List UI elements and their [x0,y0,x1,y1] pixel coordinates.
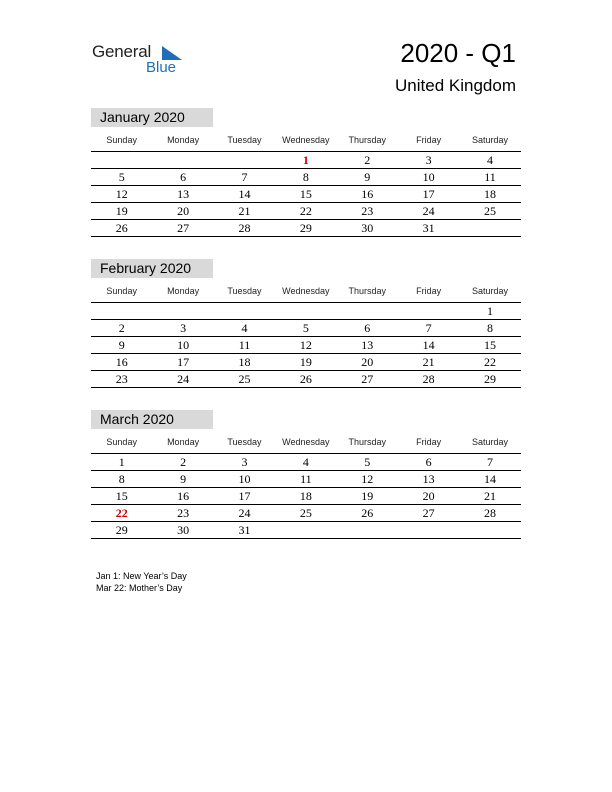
week-row [91,454,521,471]
weekday-label: Sunday [106,286,137,296]
day-cell: 13 [422,472,435,486]
month-block [91,259,521,388]
day-cell: 27 [361,372,374,386]
weekday-label: Thursday [348,437,387,447]
day-cell [275,303,336,319]
day-cell [337,522,398,538]
weekday-label: Thursday [348,286,387,296]
weekday-label: Monday [167,135,200,145]
day-cell: 29 [115,523,128,537]
logo-blue-text: Blue [146,59,177,76]
day-cell: 7 [425,321,432,335]
weeks-grid [91,151,521,237]
week-row [91,471,521,488]
day-cell: 21 [484,489,497,503]
weekday-label: Saturday [472,135,509,145]
day-cell: 10 [177,338,190,352]
week-row [91,303,521,320]
generalblue-logo [92,42,192,78]
day-cell: 29 [299,221,312,235]
week-row [91,169,521,186]
day-cell: 5 [118,170,125,184]
day-cell: 12 [361,472,374,486]
day-cell: 15 [299,187,312,201]
weeks-grid [91,302,521,388]
day-cell: 18 [484,187,497,201]
day-cell: 22 [484,355,497,369]
day-cell: 17 [422,187,435,201]
day-cell: 21 [422,355,435,369]
month-title: January 2020 [91,108,213,127]
day-cell: 27 [422,506,435,520]
day-cell: 25 [484,204,497,218]
week-row [91,371,521,388]
weekday-header [91,278,521,302]
day-cell: 21 [238,204,251,218]
week-row [91,354,521,371]
day-cell: 2 [118,321,125,335]
weekday-label: Wednesday [282,437,330,447]
day-cell: 18 [238,355,251,369]
weekday-label: Sunday [106,135,137,145]
day-cell: 24 [422,204,435,218]
day-cell: 16 [115,355,128,369]
day-cell: 7 [241,170,248,184]
day-cell: 25 [238,372,251,386]
day-cell: 29 [484,372,497,386]
day-cell: 19 [115,204,128,218]
day-cell: 10 [238,472,251,486]
day-cell [91,303,152,319]
day-cell [398,303,459,319]
day-cell: 30 [361,221,374,235]
day-cell [275,522,336,538]
day-cell: 20 [177,204,190,218]
day-cell: 2 [180,455,187,469]
weekday-label: Tuesday [227,437,262,447]
day-cell: 28 [422,372,435,386]
day-cell: 17 [177,355,190,369]
weekday-label: Saturday [472,437,509,447]
weekday-label: Wednesday [282,135,330,145]
day-cell: 11 [484,170,496,184]
weeks-grid [91,453,521,539]
day-cell: 6 [425,455,432,469]
day-cell: 15 [115,489,128,503]
day-cell [214,152,275,168]
weekday-label: Saturday [472,286,509,296]
day-cell: 4 [302,455,309,469]
day-cell: 14 [422,338,435,352]
day-cell: 28 [484,506,497,520]
month-block [91,410,521,539]
day-cell [337,303,398,319]
month-title: February 2020 [91,259,213,278]
day-cell: 18 [299,489,312,503]
day-cell: 26 [361,506,374,520]
day-cell: 17 [238,489,251,503]
day-cell: 8 [118,472,125,486]
day-cell: 19 [361,489,374,503]
day-cell: 14 [484,472,497,486]
holiday-note: Mar 22: Mother’s Day [96,583,183,593]
day-cell: 6 [180,170,187,184]
weekday-header [91,429,521,453]
month-title: March 2020 [91,410,213,429]
holiday-notes [96,570,187,594]
day-cell [459,522,520,538]
holiday-day-cell: 1 [302,153,309,167]
day-cell: 3 [241,455,248,469]
day-cell: 13 [177,187,190,201]
day-cell: 24 [238,506,251,520]
day-cell [152,303,213,319]
weekday-label: Tuesday [227,135,262,145]
day-cell: 23 [115,372,128,386]
day-cell: 26 [299,372,312,386]
day-cell: 9 [180,472,187,486]
weekday-label: Wednesday [282,286,330,296]
week-row [91,220,521,237]
day-cell: 16 [361,187,374,201]
day-cell: 31 [422,221,435,235]
day-cell: 28 [238,221,251,235]
day-cell [398,522,459,538]
day-cell [91,152,152,168]
day-cell [214,303,275,319]
weekday-label: Friday [416,135,442,145]
day-cell: 14 [238,187,251,201]
day-cell: 8 [302,170,309,184]
day-cell: 9 [364,170,371,184]
day-cell: 20 [361,355,374,369]
week-row [91,505,521,522]
day-cell: 8 [487,321,494,335]
day-cell: 20 [422,489,435,503]
day-cell: 5 [302,321,309,335]
day-cell: 4 [241,321,248,335]
day-cell: 15 [484,338,497,352]
day-cell: 16 [177,489,190,503]
weekday-label: Tuesday [227,286,262,296]
weekday-label: Friday [416,437,442,447]
logo-general-text: General [92,42,152,61]
day-cell: 1 [487,304,494,318]
day-cell: 19 [299,355,312,369]
week-row [91,337,521,354]
day-cell: 10 [422,170,435,184]
week-row [91,203,521,220]
day-cell: 3 [425,153,432,167]
week-row [91,152,521,169]
day-cell: 2 [364,153,371,167]
weekday-label: Monday [167,437,200,447]
country-label: United Kingdom [395,76,516,95]
day-cell: 4 [487,153,494,167]
day-cell: 12 [299,338,312,352]
day-cell: 27 [177,221,190,235]
weekday-label: Monday [167,286,200,296]
month-block [91,108,521,237]
day-cell: 9 [118,338,125,352]
week-row [91,320,521,337]
day-cell: 3 [180,321,187,335]
day-cell [152,152,213,168]
day-cell [459,220,520,236]
day-cell: 11 [238,338,251,352]
weekday-label: Thursday [348,135,387,145]
day-cell: 6 [364,321,371,335]
day-cell: 23 [361,204,374,218]
holiday-day-cell: 22 [115,506,128,520]
day-cell: 25 [299,506,312,520]
day-cell: 31 [238,523,251,537]
day-cell: 11 [300,472,312,486]
week-row [91,186,521,203]
day-cell: 12 [115,187,128,201]
weekday-label: Sunday [106,437,137,447]
day-cell: 26 [115,221,128,235]
weekday-label: Friday [416,286,442,296]
week-row [91,522,521,539]
day-cell: 22 [299,204,312,218]
holiday-note: Jan 1: New Year’s Day [96,571,187,581]
day-cell: 24 [177,372,190,386]
day-cell: 5 [364,455,371,469]
page-title: 2020 - Q1 [400,38,516,68]
day-cell: 23 [177,506,190,520]
day-cell: 7 [487,455,494,469]
day-cell: 13 [361,338,374,352]
day-cell: 1 [118,455,125,469]
day-cell: 30 [177,523,190,537]
week-row [91,488,521,505]
weekday-header [91,127,521,151]
